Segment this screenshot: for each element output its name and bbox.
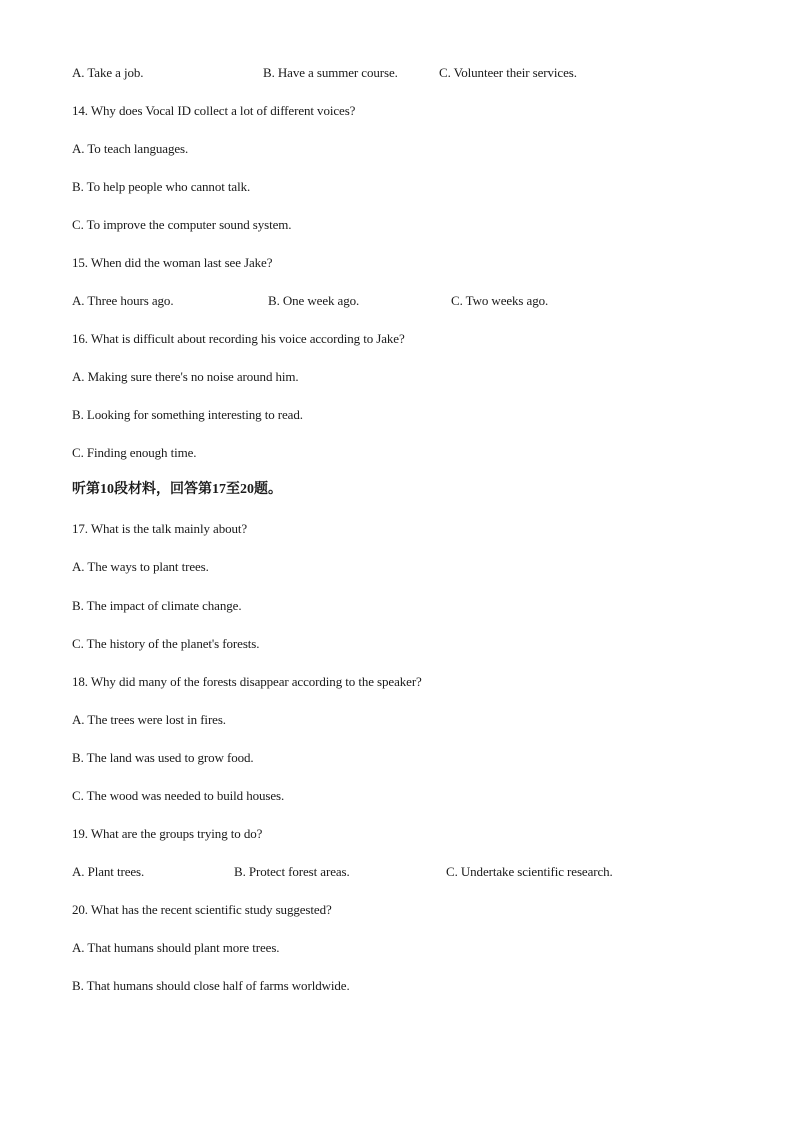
q20-option-b: B. That humans should close half of farms worldwide. [72, 978, 350, 993]
q19-option-a: A. Plant trees. [72, 864, 145, 879]
q19-option-b: B. Protect forest areas. [234, 864, 350, 879]
q18-option-c: C. The wood was needed to build houses. [72, 788, 285, 803]
q20-option-a: A. That humans should plant more trees. [72, 940, 280, 955]
q17-option-a: A. The ways to plant trees. [72, 559, 209, 574]
q14-option-c: C. To improve the computer sound system. [72, 217, 292, 232]
q16-option-a: A. Making sure there's no noise around him. [72, 369, 299, 384]
q15-option-c: C. Two weeks ago. [451, 293, 549, 308]
q14-option-b: B. To help people who cannot talk. [72, 179, 251, 194]
q17-option-b: B. The impact of climate change. [72, 598, 242, 613]
q17-option-c: C. The history of the planet's forests. [72, 636, 260, 651]
q16-option-c: C. Finding enough time. [72, 445, 197, 460]
q15-option-a: A. Three hours ago. [72, 293, 174, 308]
q13-option-b: B. Have a summer course. [263, 65, 398, 80]
q17-question: 17. What is the talk mainly about? [72, 521, 248, 536]
q13-option-c: C. Volunteer their services. [439, 65, 577, 80]
q18-question: 18. Why did many of the forests disappear according to the speaker? [72, 674, 422, 689]
q20-question: 20. What has the recent scientific study suggested? [72, 902, 332, 917]
q19-question: 19. What are the groups trying to do? [72, 826, 263, 841]
q14-question: 14. Why does Vocal ID collect a lot of different voices? [72, 103, 356, 118]
q18-option-b: B. The land was used to grow food. [72, 750, 254, 765]
q16-option-b: B. Looking for something interesting to read. [72, 407, 303, 422]
q14-option-a: A. To teach languages. [72, 141, 189, 156]
q19-option-c: C. Undertake scientific research. [446, 864, 613, 879]
q18-option-a: A. The trees were lost in fires. [72, 712, 226, 727]
q15-option-b: B. One week ago. [268, 293, 360, 308]
q16-question: 16. What is difficult about recording his voice according to Jake? [72, 331, 405, 346]
q13-option-a: A. Take a job. [72, 65, 144, 80]
q15-question: 15. When did the woman last see Jake? [72, 255, 273, 270]
section-heading: 听第10段材料，回答第17至20题。 [72, 482, 282, 497]
